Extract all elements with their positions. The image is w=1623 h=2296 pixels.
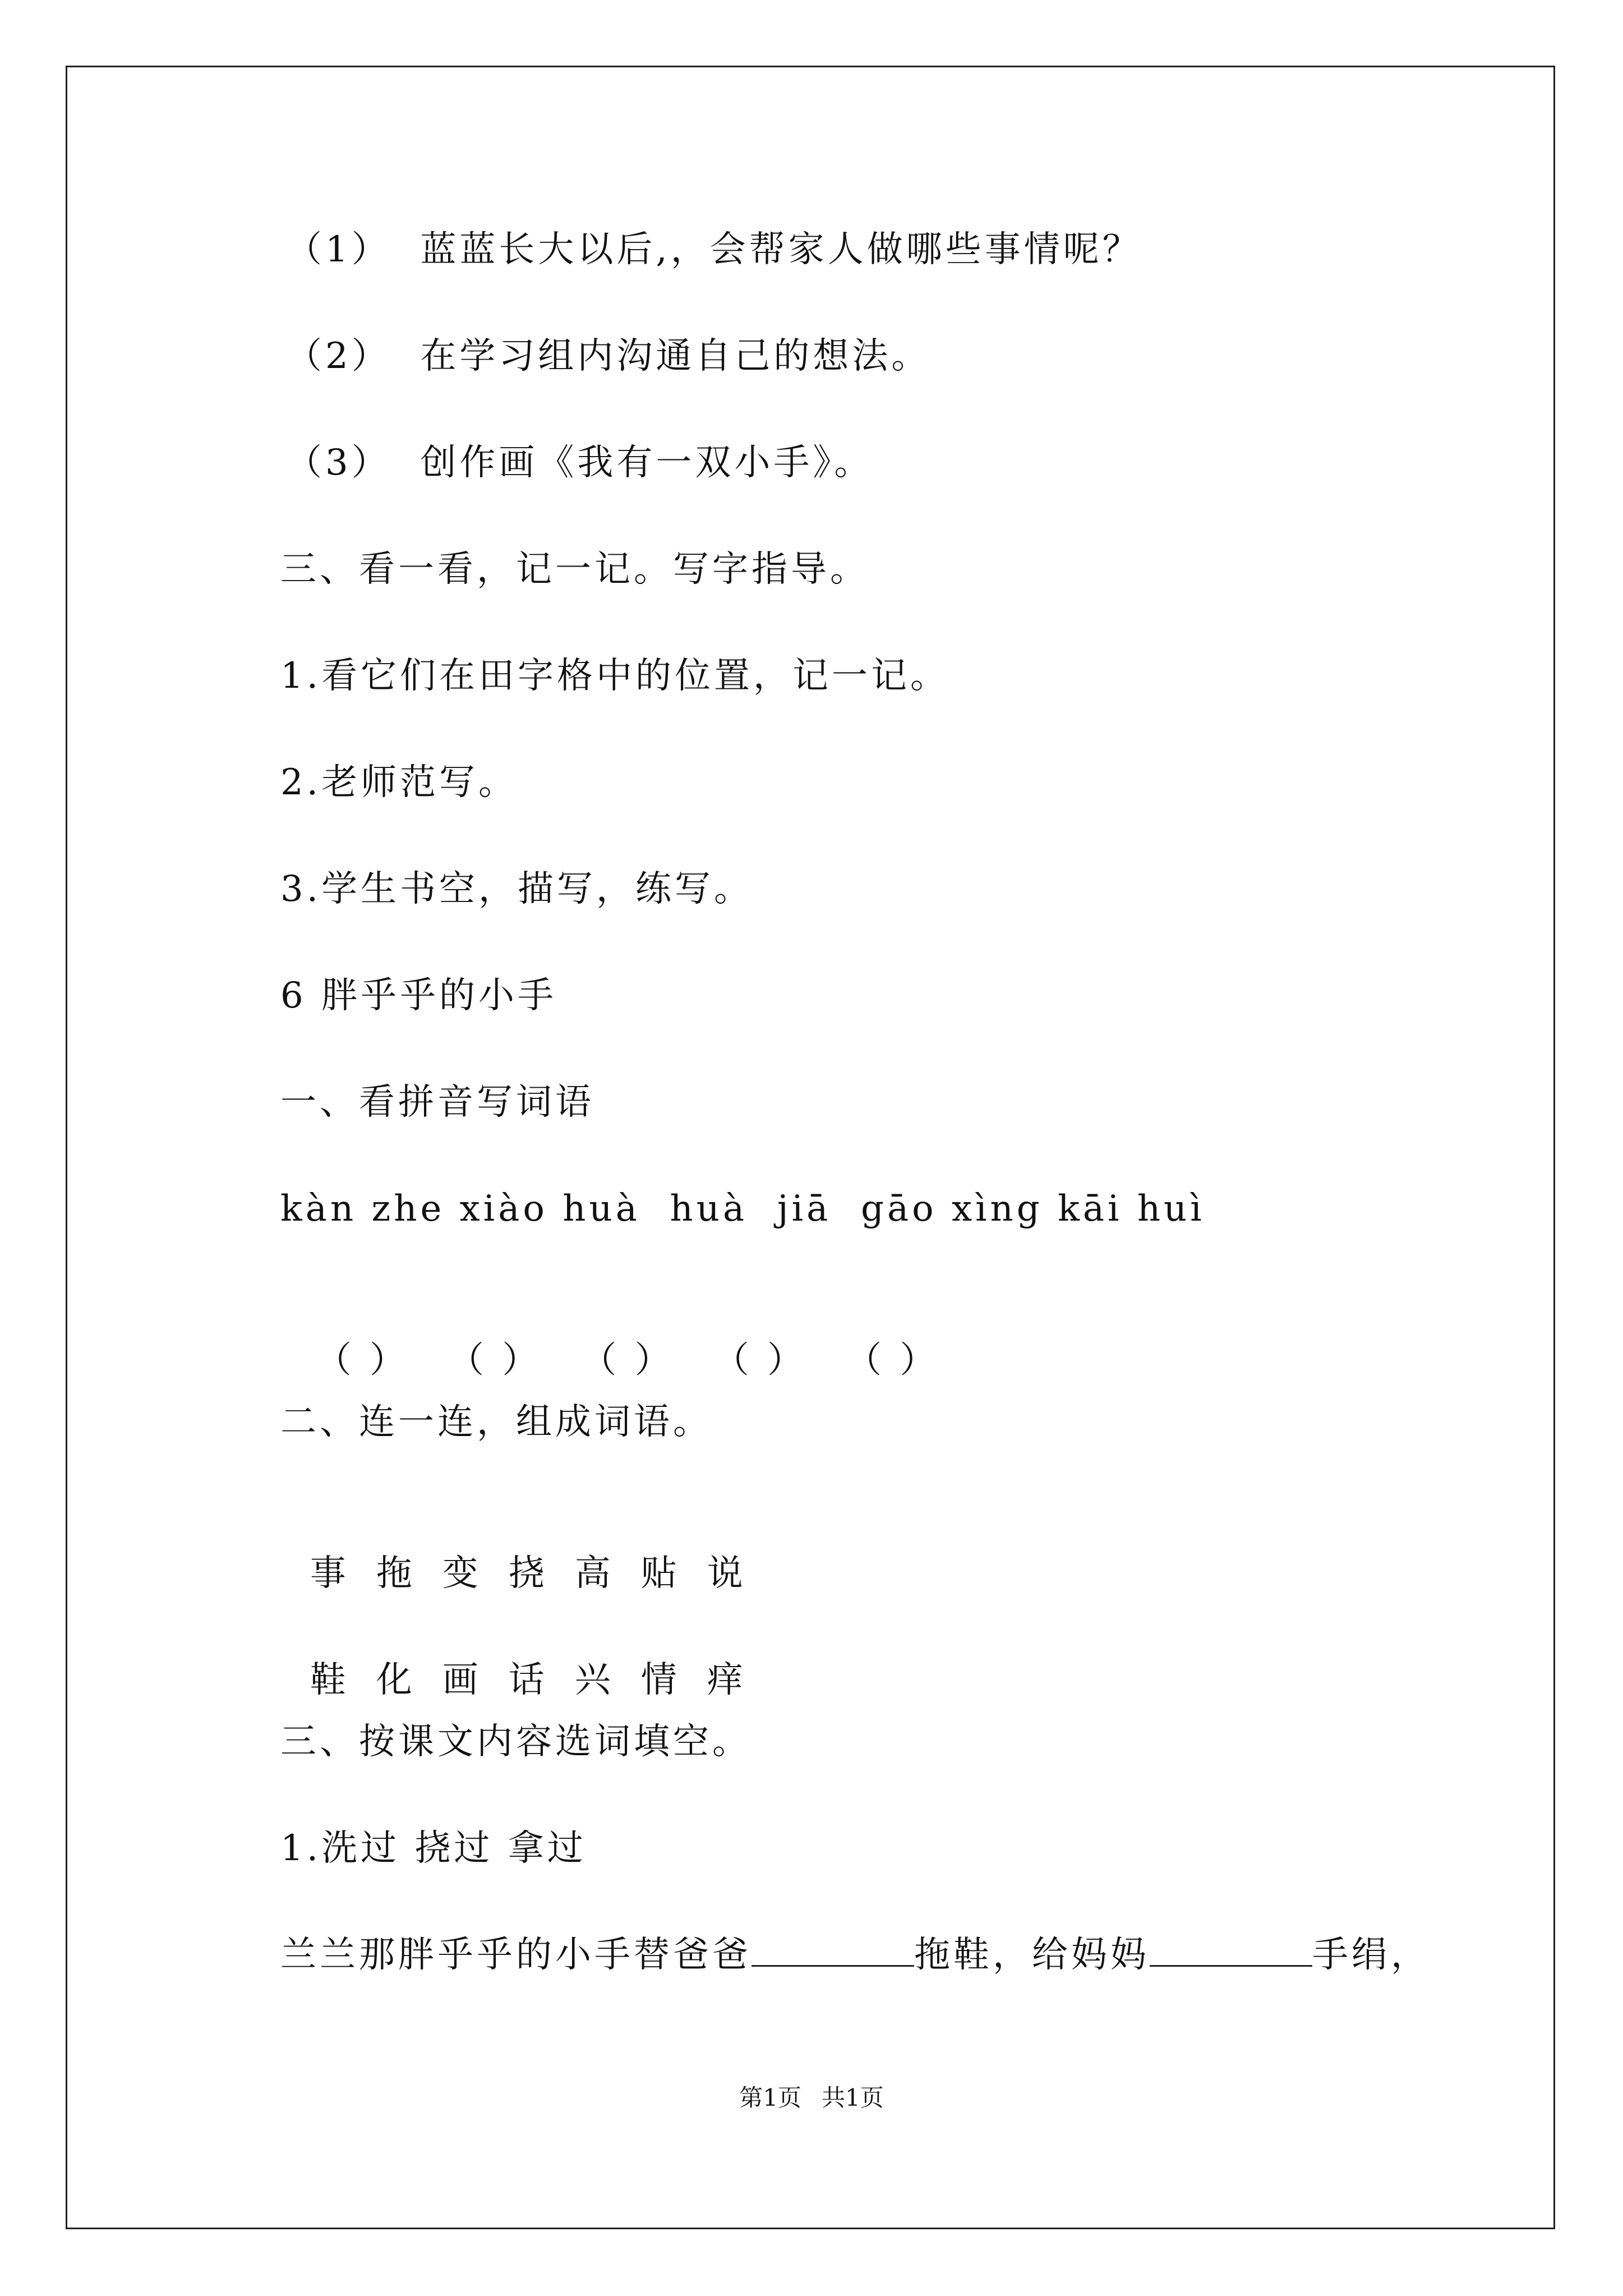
match-char: 高	[574, 1553, 614, 1594]
match-char: 画	[442, 1659, 482, 1701]
match-char: 说	[707, 1553, 746, 1594]
step-2: 2.老师范写。	[280, 762, 518, 803]
answer-blank: （ ）	[713, 1340, 807, 1381]
exercise-heading-3: 三、按课文内容选词填空。	[280, 1721, 751, 1763]
match-char: 贴	[640, 1553, 680, 1594]
question-2: （2） 在学习组内沟通自己的想法。	[286, 335, 931, 377]
match-char: 拖	[376, 1553, 416, 1594]
match-char: 兴	[574, 1659, 614, 1701]
sentence-part-b: 拖鞋，给妈妈	[914, 1934, 1150, 1976]
match-char: 情	[640, 1659, 680, 1701]
sentence-part-c: 手绢，	[1312, 1934, 1430, 1976]
match-char: 话	[508, 1659, 548, 1701]
match-row-2	[280, 1613, 773, 1703]
step-3: 3.学生书空，描写，练写。	[280, 868, 754, 910]
page-number: 第1页	[739, 2084, 801, 2111]
question-1: （1） 蓝蓝长大以后,，会帮家人做哪些事情呢？	[286, 229, 1142, 270]
fill-blank-1[interactable]	[751, 1934, 914, 1967]
exercise-heading-2: 二、连一连，组成词语。	[280, 1401, 712, 1443]
match-char: 事	[310, 1553, 349, 1594]
sentence-part-a: 兰兰那胖乎乎的小手替爸爸	[280, 1934, 751, 1976]
match-char: 变	[442, 1553, 482, 1594]
question-3: （3） 创作画《我有一双小手》。	[286, 442, 874, 484]
page-total: 共1页	[822, 2084, 884, 2111]
section-heading-3: 三、看一看，记一记。写字指导。	[280, 549, 869, 590]
fill-in-sentence	[280, 1932, 1430, 1977]
fill-blank-2[interactable]	[1150, 1934, 1312, 1967]
match-char: 挠	[508, 1553, 548, 1594]
answer-blank: （ ）	[580, 1340, 674, 1381]
lesson-title: 6 胖乎乎的小手	[280, 975, 557, 1016]
word-choices: 1.洗过 挠过 拿过	[280, 1828, 587, 1869]
step-1: 1.看它们在田字格中的位置，记一记。	[280, 655, 950, 697]
match-row-1	[280, 1506, 773, 1596]
answer-blank: （ ）	[846, 1340, 939, 1381]
page-footer	[0, 2084, 1623, 2112]
match-char: 鞋	[310, 1659, 349, 1701]
page-border	[66, 66, 1555, 2229]
answer-blank: （ ）	[448, 1340, 542, 1381]
exercise-heading-1: 一、看拼音写词语	[280, 1082, 594, 1123]
answer-blank: （ ）	[315, 1340, 409, 1381]
pinyin-line: kàn zhe xiào huà huà jiā gāo xìng kāi huì	[280, 1188, 1205, 1230]
answer-parentheses-row	[286, 1293, 978, 1383]
match-char: 化	[376, 1659, 416, 1701]
match-char: 痒	[707, 1659, 746, 1701]
